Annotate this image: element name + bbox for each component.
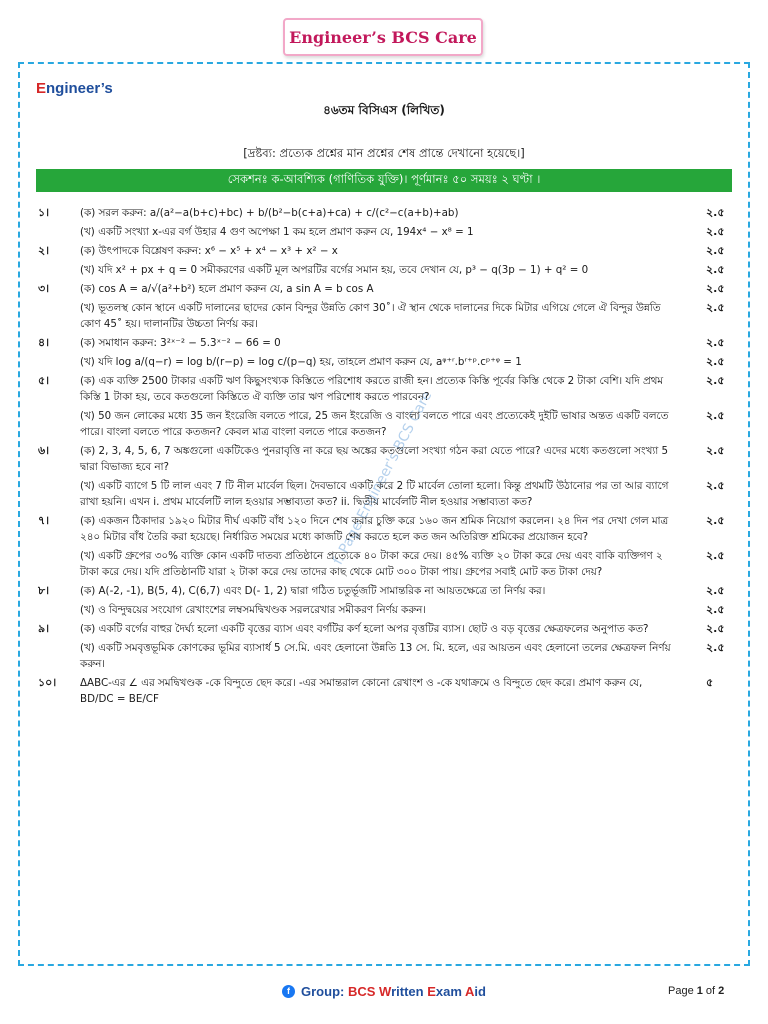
question-marks: ২.৫ bbox=[706, 282, 725, 295]
question-text: (ক) A(-2, -1), B(5, 4), C(6,7) এবং D(- 1, 2) দ্বারা গঠিত চতুর্ভূজটি সামান্তরিক না আয়তক্ষেত্রে তা নির্ণয় কর। bbox=[80, 585, 546, 597]
question-row bbox=[0, 478, 768, 510]
question-list bbox=[0, 205, 768, 710]
footer-w: W bbox=[379, 984, 392, 999]
question-row bbox=[0, 583, 768, 599]
footer-xam: xam bbox=[435, 984, 466, 999]
brand-first-letter: E bbox=[36, 80, 47, 97]
question-row bbox=[0, 300, 768, 332]
question-text: (খ) একটি গ্রুপের ৩০% ব্যক্তি কোন একটি দাতব্য প্রতিষ্ঠানে প্রত্যেকে ৪০ টাকা করে দেয়। ৪৫% ব্যক্তি ২০ টাকা করে দেয় এবং বাকি ব্যক্তিগণ ২ টাকা করে দেয়। যদি প্রতিষ্ঠানটি যারা ২ টাকা করে দেয় তাদের কাছ থেকে মোট ৩০০ টাকা পায়। গ্রুপের সবাই মোট কত টাকা দেয়? bbox=[80, 550, 663, 578]
page-total: 2 bbox=[718, 985, 725, 997]
question-marks: ২.৫ bbox=[706, 622, 725, 635]
page-of: of bbox=[702, 985, 719, 997]
question-row bbox=[0, 548, 768, 580]
question-number: ৯। bbox=[38, 622, 50, 635]
question-marks: ২.৫ bbox=[706, 336, 725, 349]
question-marks: ৫ bbox=[706, 676, 714, 689]
footer-id: id bbox=[474, 984, 486, 999]
question-number: ৮। bbox=[38, 584, 50, 597]
question-row bbox=[0, 640, 768, 672]
watermark: f. Page:Engineer's BCS Care bbox=[330, 388, 436, 568]
question-text: (ক) সমাধান করুন: 3²ˣ⁻² − 5.3ˣ⁻² − 66 = 0 bbox=[80, 337, 281, 349]
brand-logo bbox=[36, 80, 113, 97]
facebook-icon: f bbox=[282, 985, 295, 998]
question-marks: ২.৫ bbox=[706, 584, 725, 597]
question-text: (খ) একটি সংখ্যা x-এর বর্গ উহার 4 গুণ অপেক্ষা 1 কম হলে প্রমাণ করুন যে, 194x⁴ − x⁸ = 1 bbox=[80, 226, 474, 238]
instruction-note: [দ্রষ্টব্য: প্রত্যেক প্রশ্নের মান প্রশ্নের শেষ প্রান্তে দেখানো হয়েছে।] bbox=[243, 146, 525, 160]
question-text: (ক) 2, 3, 4, 5, 6, 7 অঙ্কগুলো একটিকেও পুনরাবৃত্তি না করে ছয় অঙ্কের কতগুলো সংখ্যা গঠন করা যেতে পারে? এদের মধ্যে কতগুলো সংখ্যা 5 দ্বারা বিভাজ্য হবে না? bbox=[80, 445, 669, 473]
question-row bbox=[0, 224, 768, 240]
question-marks: ২.৫ bbox=[706, 244, 725, 257]
brand-rest: ngineer’s bbox=[46, 80, 113, 97]
footer-bcs: BCS bbox=[347, 984, 380, 999]
question-row bbox=[0, 262, 768, 278]
footer-ritten: ritten bbox=[391, 984, 428, 999]
exam-title: ৪৬তম বিসিএস (লিখিত) bbox=[323, 103, 445, 117]
question-text: (খ) 50 জন লোকের মধ্যে 35 জন ইংরেজি বলতে পারে, 25 জন ইংরেজি ও বাংলা বলতে পারে এবং প্রত্যেকেই দুইটি ভাষার অন্তত একটি বলতে পারে। বাংলা বলতে পারে কতজন? কেবল মাত্র বাংলা বলতে পারে কতজন? bbox=[80, 410, 669, 438]
page-current: 1 bbox=[696, 985, 703, 997]
question-marks: ২.৫ bbox=[706, 409, 725, 422]
question-marks: ২.৫ bbox=[706, 514, 725, 527]
question-marks: ২.৫ bbox=[706, 374, 725, 387]
question-row bbox=[0, 621, 768, 637]
question-marks: ২.৫ bbox=[706, 263, 725, 276]
question-text: (খ) একটি সমবৃত্তভূমিক কোণকের ভূমির ব্যাসার্ধ 5 সে.মি. এবং হেলানো উন্নতি 13 সে. মি. হলে, এর আয়তন এবং হেলানো তলের ক্ষেত্রফল নির্ণয় করুন। bbox=[80, 642, 671, 670]
question-text: (খ) একটি ব্যাগে 5 টি লাল এবং 7 টি নীল মার্বেল ছিল। দৈবভাবে একটি করে 2 টি মার্বেল তোলা হলো। কিন্তু প্রথমটি উঠানোর পর তা আর ব্যাগে রাখা হয়নি। এখন i. প্রথম মার্বেলটি লাল হওয়ার সম্ভাব্যতা কত? ii. দ্বিতীয় মার্বেলটি নীল হওয়ার সম্ভাব্যতা কত? bbox=[80, 480, 669, 508]
question-text: (খ) যদি x² + px + q = 0 সমীকরণের একটি মূল অপরটির বর্গের সমান হয়, তবে দেখান যে, p³ − q(3p − 1) + q² = 0 bbox=[80, 264, 589, 276]
question-text: (খ) ও বিন্দুদ্বয়ের সংযোগ রেখাংশের লম্বসমদ্বিখণ্ডক সরলরেখার সমীকরণ নির্ণয় করুন। bbox=[80, 604, 426, 616]
footer-text bbox=[301, 984, 486, 999]
question-row bbox=[0, 354, 768, 370]
footer-group-label: Group: bbox=[301, 984, 348, 999]
question-marks: ২.৫ bbox=[706, 603, 725, 616]
page-number bbox=[668, 985, 724, 997]
page-label: Page bbox=[668, 985, 697, 997]
question-row bbox=[0, 513, 768, 545]
question-row bbox=[0, 281, 768, 297]
question-text: (ক) cos A = a/√(a²+b²) হলে প্রমাণ করুন যে, a sin A = b cos A bbox=[80, 283, 374, 295]
question-text: ΔABC-এর ∠ এর সমদ্বিখণ্ডক -কে বিন্দুতে ছেদ করে। -এর সমান্তরাল কোনো রেখাংশ ও -কে যথাক্রমে ও বিন্দুতে ছেদ করে। প্রমাণ করুন যে, BD/DC = BE/CF bbox=[80, 677, 643, 705]
question-marks: ২.৫ bbox=[706, 549, 725, 562]
question-marks: ২.৫ bbox=[706, 355, 725, 368]
footer-e: E bbox=[427, 984, 436, 999]
question-number: ৩। bbox=[38, 282, 50, 295]
question-text: (ক) একটি বর্গের বাহুর দৈর্ঘ্য হলো একটি বৃত্তের ব্যাস এবং বর্গটির কর্ণ হলো অপর বৃত্তটির ব্যাস। ছোট ও বড় বৃত্তের ক্ষেত্রফলের অনুপাত কত? bbox=[80, 623, 649, 635]
question-row bbox=[0, 205, 768, 221]
footer-group-link[interactable] bbox=[0, 984, 768, 999]
question-number: ১। bbox=[38, 206, 50, 219]
question-marks: ২.৫ bbox=[706, 641, 725, 654]
question-marks: ২.৫ bbox=[706, 444, 725, 457]
question-text: (ক) এক ব্যক্তি 2500 টাকার একটি ঋণ কিছুসংখ্যক কিস্তিতে পরিশোধ করতে রাজী হন। প্রত্যেক কিস্তি পূর্বের কিস্তি থেকে 2 টাকা বেশি। যদি প্রথম কিস্তি 1 টাকা হয়, তবে কতগুলো কিস্তিতে ঐ ব্যক্তি তার ঋণ পরিশোধ করতে পারবেন? bbox=[80, 375, 664, 403]
question-row bbox=[0, 675, 768, 707]
question-marks: ২.৫ bbox=[706, 479, 725, 492]
question-marks: ২.৫ bbox=[706, 225, 725, 238]
section-banner: সেকশনঃ ক-আবশ্যিক (গাণিতিক যুক্তি)। পূর্ণমানঃ ৫০ সময়ঃ ২ ঘণ্টা । bbox=[36, 169, 732, 192]
question-marks: ২.৫ bbox=[706, 206, 725, 219]
question-row bbox=[0, 335, 768, 351]
question-number: ৭। bbox=[38, 514, 50, 527]
question-marks: ২.৫ bbox=[706, 301, 725, 314]
question-text: (খ) যদি log a/(q−r) = log b/(r−p) = log c/(p−q) হয়, তাহলে প্রমাণ করুন যে, aᵠ⁺ʳ.bʳ⁺ᵖ.cᵖ⁺ᵠ = 1 bbox=[80, 356, 522, 368]
question-text: (ক) উৎপাদকে বিশ্লেষণ করুন: x⁶ − x⁵ + x⁴ − x³ + x² − x bbox=[80, 245, 338, 257]
footer-a: A bbox=[465, 984, 475, 999]
question-number: ৬। bbox=[38, 444, 50, 457]
question-number: ১০। bbox=[38, 676, 57, 689]
question-number: ৪। bbox=[38, 336, 50, 349]
question-number: ২। bbox=[38, 244, 50, 257]
question-row bbox=[0, 443, 768, 475]
question-row bbox=[0, 243, 768, 259]
question-text: (ক) একজন ঠিকাদার ১৯২০ মিটার দীর্ঘ একটি বাঁধ ১২০ দিনে শেষ করার চুক্তি করে ১৬০ জন শ্রমিক নিয়োগ করলেন। ২৪ দিন পর দেখা গেল মাত্র ২৪০ মিটার বাঁধ তৈরি করা হয়েছে। নির্ধারিত সময়ের মধ্যে কাজটি শেষ করতে হলে কত জন অতিরিক্ত শ্রমিকের প্রয়োজন হবে? bbox=[80, 515, 669, 543]
question-text: (ক) সরল করুন: a/(a²−a(b+c)+bc) + b/(b²−b(c+a)+ca) + c/(c²−c(a+b)+ab) bbox=[80, 207, 459, 219]
question-row bbox=[0, 408, 768, 440]
question-number: ৫। bbox=[38, 374, 50, 387]
question-row bbox=[0, 602, 768, 618]
question-row bbox=[0, 373, 768, 405]
header-title: Engineer’s BCS Care bbox=[283, 18, 483, 56]
question-text: (খ) ভূতলস্থ কোন স্থানে একটি দালানের ছাদের কোন বিন্দুর উন্নতি কোণ 30˚। ঐ স্থান থেকে দালানের দিকে মিটার এগিয়ে গেলে ঐ বিন্দুর উন্নতি কোণ 45˚ হয়। দালানটির উচ্চতা নির্ণয় কর। bbox=[80, 302, 661, 330]
